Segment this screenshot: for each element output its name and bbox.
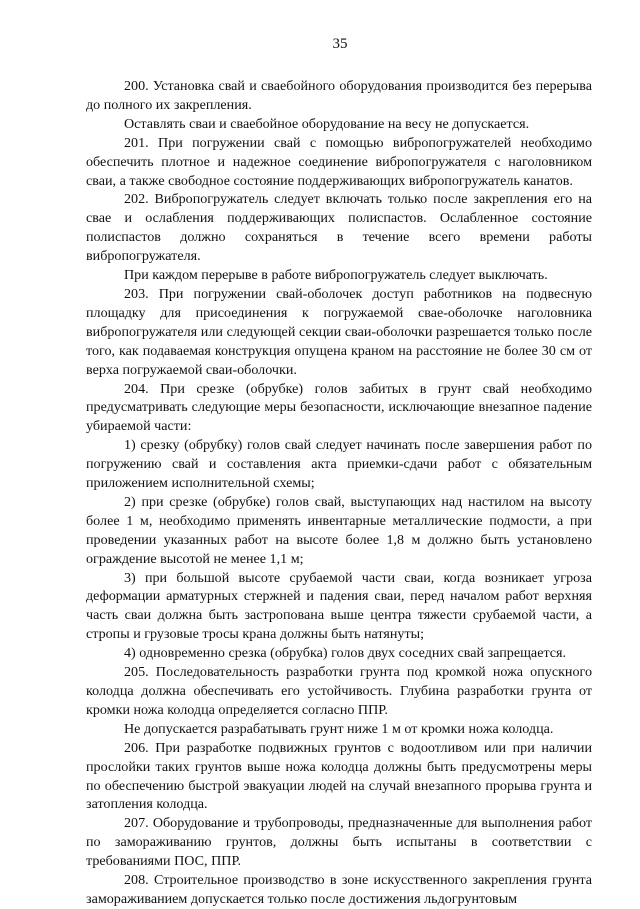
paragraph-200: 200. Установка свай и сваебойного оборудования производится без перерыва до полного их закрепления. <box>86 78 592 113</box>
paragraph-200-note: Оставлять сваи и сваебойное оборудование на весу не допускается. <box>124 115 530 132</box>
paragraph-201: 201. При погружении свай с помощью вибропогружателей необходимо обеспечить плотное и надежное соединение вибропогружателя с наголовником сваи, а также свободное состояние поддерживающих вибропогружатель канатов. <box>86 134 592 189</box>
paragraph-207: 207. Оборудование и трубопроводы, предназначенные для выполнения работ по замораживанию грунтов, должны быть испытаны в соответствии с требованиями ПОС, ППР. <box>86 815 592 870</box>
page-number: 35 <box>332 36 348 52</box>
paragraph-204-item-3: 3) при большой высоте срубаемой части сваи, когда возникает угроза деформации арматурных стержней и падения сваи, перед началом работ верхняя часть сваи должна быть застропована выше центра тяжести срубаемой части, а стропы и грузовые тросы крана должны быть натянуты; <box>86 569 592 643</box>
paragraph-204-item-2: 2) при срезке (обрубке) голов свай, выступающих над настилом на высоту более 1 м, необходимо применять инвентарные металлические подмости, а при проведении указанных работ на высоте более 1,8 м должно быть установлено ограждение высотой не менее 1,1 м; <box>86 493 592 567</box>
paragraph-204-item-1: 1) срезку (обрубку) голов свай следует начинать после завершения работ по погружению свай и составления акта приемки-сдачи работ с обязательным приложением исполнительной схемы; <box>86 437 592 492</box>
paragraph-203: 203. При погружении свай-оболочек доступ работников на подвесную площадку для присоединения к погружаемой сваe-оболочке наголовника вибропогружателя или следующей секции сваи-оболочки разрешается только после того, как подаваемая конструкция опущена краном на расстояние не более 30 см от верха погружаемой сваи-оболочки. <box>86 285 592 378</box>
paragraph-205-note: Не допускается разрабатывать грунт ниже 1 м от кромки ножа колодца. <box>124 720 554 737</box>
paragraph-205: 205. Последовательность разработки грунта под кромкой ножа опускного колодца должна обеспечивать его устойчивость. Глубина разработки грунта от кромки ножа колодца определяется согласно ППР. <box>86 664 592 718</box>
paragraph-204-item-4: 4) одновременно срезка (обрубка) голов двух соседних свай запрещается. <box>124 645 567 662</box>
paragraph-204: 204. При срезке (обрубке) голов забитых в грунт свай необходимо предусматривать следующие меры безопасности, исключающие внезапное падение убираемой части: <box>86 380 592 435</box>
paragraph-208: 208. Строительное производство в зоне искусственного закрепления грунта замораживанием допускается только после достижения льдогрунтовым <box>86 872 592 907</box>
paragraph-202-note: При каждом перерыве в работе вибропогружатель следует выключать. <box>124 267 548 284</box>
paragraph-206: 206. При разработке подвижных грунтов с водоотливом или при наличии прослойки таких грунтов выше ножа колодца должны быть предусмотрены меры по обеспечению быстрой эвакуации людей на случай внезапного прорыва грунта и затопления колодца. <box>86 739 592 813</box>
paragraph-202: 202. Вибропогружатель следует включать только после закрепления его на свае и ослабления поддерживающих полиспастов. Ослабленное состояние полиспастов должно сохраняться в течение всего времени работы вибропогружателя. <box>86 191 592 265</box>
